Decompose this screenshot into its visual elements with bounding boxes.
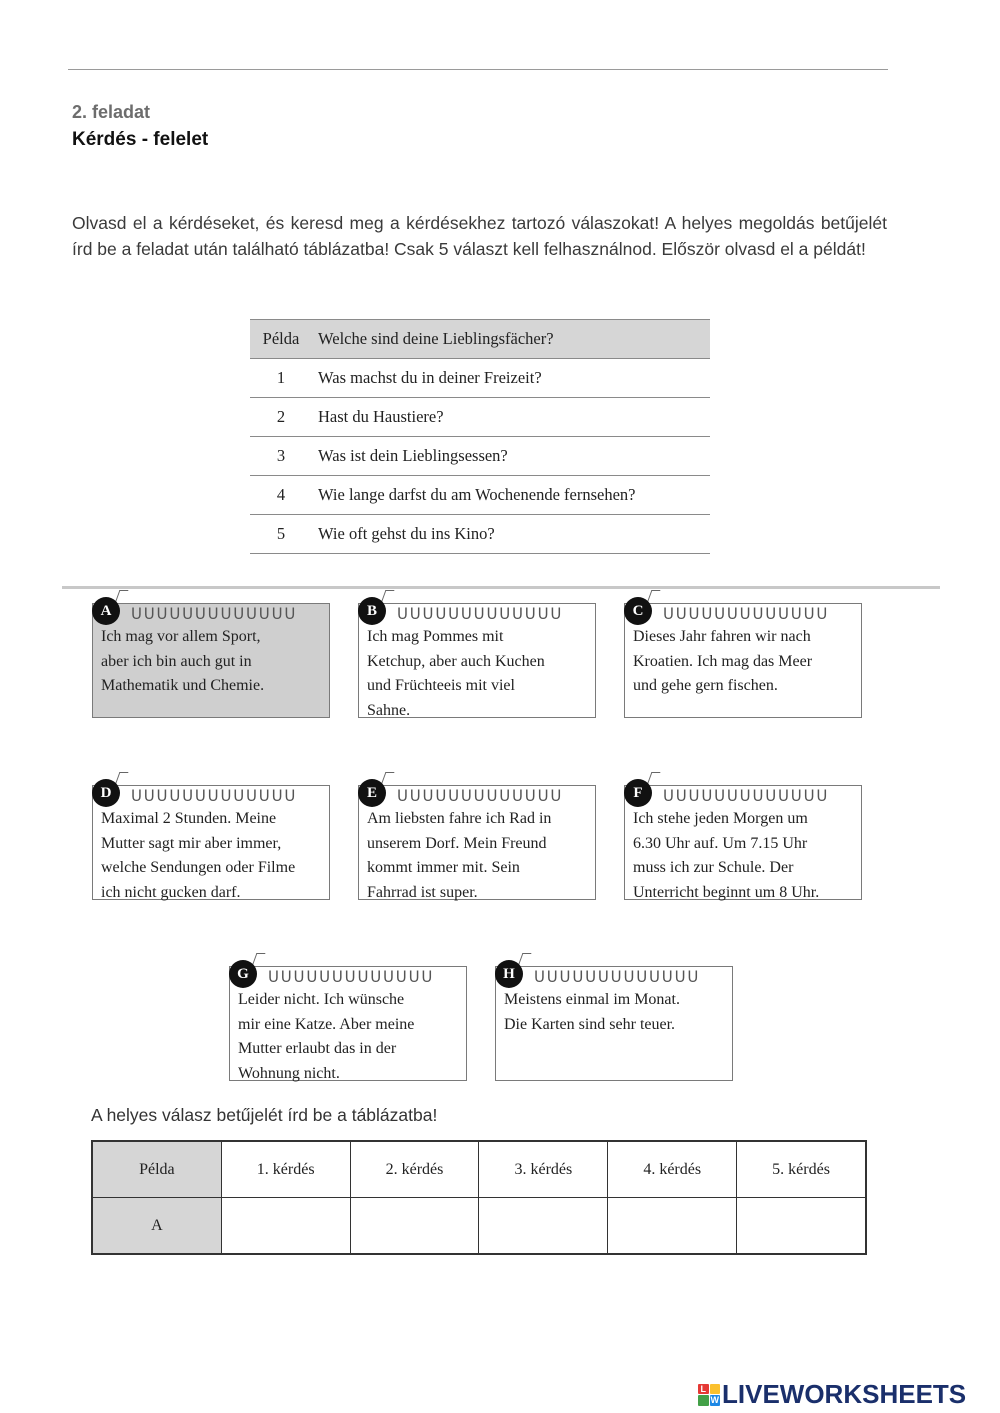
answer-header-4: 4. kérdés [608, 1141, 737, 1198]
task-instructions: Olvasd el a kérdéseket, és keresd meg a kérdésekhez tartozó válaszokat! A helyes megoldás betűjelét írd be a feladat után található táblázatba! Csak 5 választ kell felhasználnod. Először olvasd el a példát! [72, 213, 887, 259]
question-row-example [250, 320, 710, 359]
answer-card-g [229, 966, 467, 1081]
answer-cell-3[interactable] [479, 1198, 608, 1255]
answer-caption: A helyes válasz betűjelét írd be a táblázatba! [91, 1105, 438, 1125]
answer-cell-example: A [92, 1198, 221, 1255]
question-number: 4 [250, 476, 312, 515]
answer-cell-2[interactable] [350, 1198, 479, 1255]
card-letter-badge: H [495, 960, 523, 988]
spiral-binding-icon: ᑌᑌᑌᑌᑌᑌᑌᑌᑌᑌᑌᑌᑌ [131, 605, 298, 623]
question-text: Was machst du in deiner Freizeit? [312, 359, 710, 398]
card-text: Am liebsten fahre ich Rad in unserem Dorf. Mein Freund kommt immer mit. Sein Fahrrad ist super. [367, 810, 552, 901]
liveworksheets-logo [698, 1379, 966, 1410]
spiral-binding-icon: ᑌᑌᑌᑌᑌᑌᑌᑌᑌᑌᑌᑌᑌ [268, 968, 435, 986]
question-text: Wie oft gehst du ins Kino? [312, 515, 710, 554]
answer-header-3: 3. kérdés [479, 1141, 608, 1198]
question-row [250, 359, 710, 398]
logo-mark-icon: L W [698, 1384, 720, 1406]
card-letter-badge: B [358, 597, 386, 625]
answer-card-b [358, 603, 596, 718]
question-number: Példa [250, 320, 312, 359]
question-row [250, 476, 710, 515]
answer-card-f [624, 785, 862, 900]
question-number: 2 [250, 398, 312, 437]
answer-header-1: 1. kérdés [221, 1141, 350, 1198]
top-divider [68, 69, 888, 70]
question-text: Wie lange darfst du am Wochenende fernsehen? [312, 476, 710, 515]
answer-card-e [358, 785, 596, 900]
spiral-binding-icon: ᑌᑌᑌᑌᑌᑌᑌᑌᑌᑌᑌᑌᑌ [663, 787, 830, 805]
card-letter-badge: F [624, 779, 652, 807]
question-text: Hast du Haustiere? [312, 398, 710, 437]
answer-header-example: Példa [92, 1141, 221, 1198]
card-letter-badge: G [229, 960, 257, 988]
card-letter-badge: E [358, 779, 386, 807]
question-number: 1 [250, 359, 312, 398]
answer-card-d [92, 785, 330, 900]
section-divider [62, 586, 940, 589]
card-letter-badge: D [92, 779, 120, 807]
answer-header-5: 5. kérdés [737, 1141, 866, 1198]
task-title: Kérdés - felelet [72, 129, 209, 150]
answer-value-row [92, 1198, 866, 1255]
spiral-binding-icon: ᑌᑌᑌᑌᑌᑌᑌᑌᑌᑌᑌᑌᑌ [131, 787, 298, 805]
task-number: 2. feladat [72, 102, 151, 122]
answer-cell-5[interactable] [737, 1198, 866, 1255]
answer-header-row [92, 1141, 866, 1198]
card-letter-badge: C [624, 597, 652, 625]
answer-card-c [624, 603, 862, 718]
question-row [250, 515, 710, 554]
question-number: 5 [250, 515, 312, 554]
spiral-binding-icon: ᑌᑌᑌᑌᑌᑌᑌᑌᑌᑌᑌᑌᑌ [397, 787, 564, 805]
answer-card-h [495, 966, 733, 1081]
card-text: Meistens einmal im Monat. Die Karten sind sehr teuer. [504, 991, 680, 1033]
card-letter-badge: A [92, 597, 120, 625]
logo-text: LIVEWORKSHEETS [722, 1379, 967, 1409]
question-row [250, 437, 710, 476]
answer-cell-1[interactable] [221, 1198, 350, 1255]
card-text: Ich mag vor allem Sport, aber ich bin auch gut in Mathematik und Chemie. [101, 628, 265, 694]
card-text: Ich stehe jeden Morgen um 6.30 Uhr auf. Um 7.15 Uhr muss ich zur Schule. Der Unterricht beginnt um 8 Uhr. [633, 810, 820, 901]
card-text: Maximal 2 Stunden. Meine Mutter sagt mir aber immer, welche Sendungen oder Filme ich nicht gucken darf. [101, 810, 296, 901]
spiral-binding-icon: ᑌᑌᑌᑌᑌᑌᑌᑌᑌᑌᑌᑌᑌ [663, 605, 830, 623]
answer-table [91, 1140, 867, 1255]
card-text: Ich mag Pommes mit Ketchup, aber auch Kuchen und Früchteeis mit viel Sahne. [367, 628, 545, 719]
spiral-binding-icon: ᑌᑌᑌᑌᑌᑌᑌᑌᑌᑌᑌᑌᑌ [534, 968, 701, 986]
spiral-binding-icon: ᑌᑌᑌᑌᑌᑌᑌᑌᑌᑌᑌᑌᑌ [397, 605, 564, 623]
questions-table [250, 319, 710, 554]
card-text: Dieses Jahr fahren wir nach Kroatien. Ich mag das Meer und gehe gern fischen. [633, 628, 813, 694]
question-row [250, 398, 710, 437]
question-text: Welche sind deine Lieblingsfächer? [312, 320, 710, 359]
answer-header-2: 2. kérdés [350, 1141, 479, 1198]
question-number: 3 [250, 437, 312, 476]
answer-cell-4[interactable] [608, 1198, 737, 1255]
answer-card-a [92, 603, 330, 718]
card-text: Leider nicht. Ich wünsche mir eine Katze. Aber meine Mutter erlaubt das in der Wohnung nicht. [238, 991, 415, 1082]
question-text: Was ist dein Lieblingsessen? [312, 437, 710, 476]
